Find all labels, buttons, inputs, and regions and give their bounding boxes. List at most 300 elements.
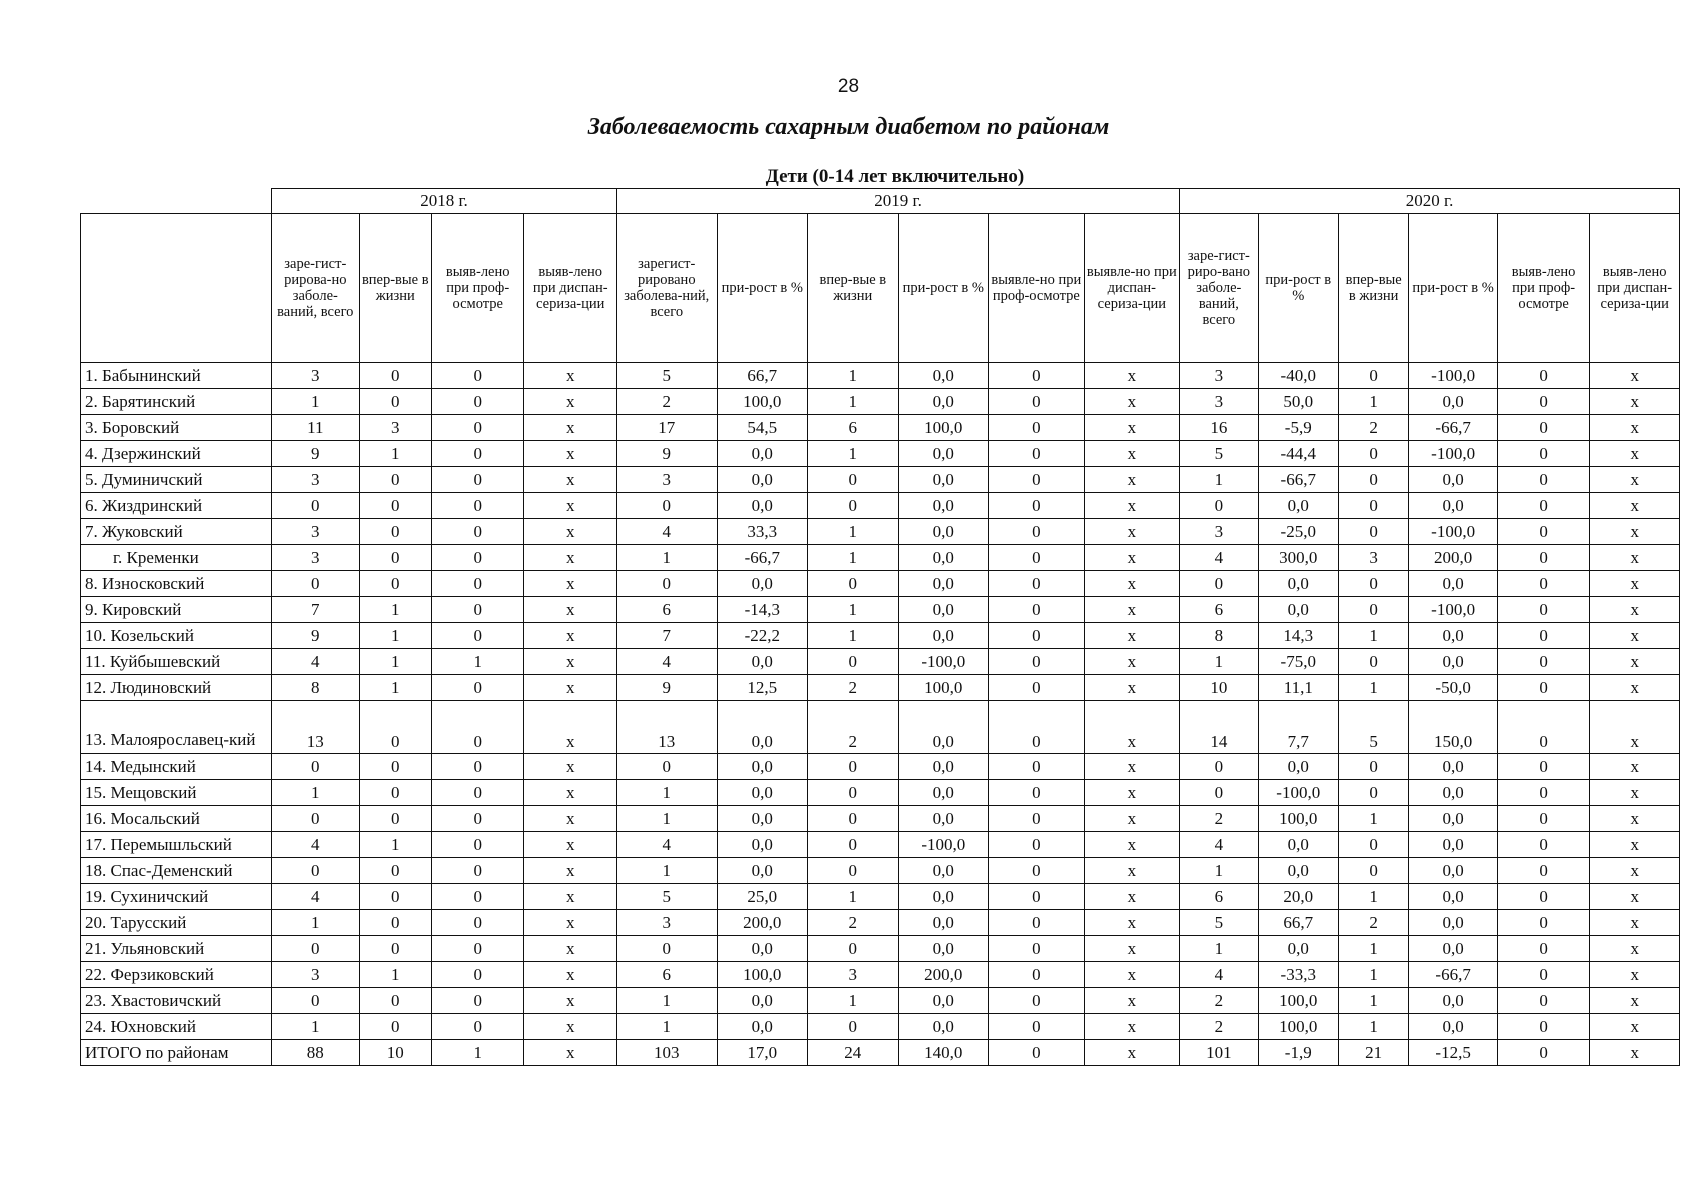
table-cell: -14,3 bbox=[717, 597, 808, 623]
table-cell: 0 bbox=[989, 493, 1085, 519]
table-cell: 3 bbox=[1180, 519, 1258, 545]
district-name: 2. Барятинский bbox=[81, 389, 272, 415]
table-cell: 0,0 bbox=[1409, 649, 1497, 675]
table-cell: 66,7 bbox=[717, 363, 808, 389]
table-cell: 150,0 bbox=[1409, 701, 1497, 754]
table-cell: 0 bbox=[989, 884, 1085, 910]
table-row bbox=[81, 806, 1680, 832]
table-cell: 0,0 bbox=[717, 988, 808, 1014]
table-cell: х bbox=[1084, 467, 1180, 493]
district-name: 8. Износковский bbox=[81, 571, 272, 597]
table-cell: х bbox=[524, 467, 617, 493]
table-cell: 1 bbox=[1338, 988, 1408, 1014]
table-cell: х bbox=[1084, 519, 1180, 545]
table-cell: 0 bbox=[1497, 571, 1590, 597]
table-row bbox=[81, 884, 1680, 910]
table-cell: 0,0 bbox=[1409, 884, 1497, 910]
table-cell: 100,0 bbox=[1258, 806, 1338, 832]
table-cell: х bbox=[524, 623, 617, 649]
table-cell: 0 bbox=[1497, 754, 1590, 780]
table-cell: 0 bbox=[989, 1040, 1085, 1066]
table-cell: 0,0 bbox=[717, 701, 808, 754]
table-cell: 0 bbox=[1497, 623, 1590, 649]
table-cell: 0 bbox=[989, 467, 1085, 493]
table-cell: 0 bbox=[989, 649, 1085, 675]
district-column-header bbox=[81, 214, 272, 363]
table-cell: х bbox=[1084, 988, 1180, 1014]
table-cell: 0,0 bbox=[1409, 780, 1497, 806]
table-cell: х bbox=[524, 701, 617, 754]
table-cell: 0 bbox=[359, 754, 431, 780]
table-cell: 1 bbox=[359, 962, 431, 988]
diabetes-incidence-table bbox=[80, 188, 1680, 1066]
col-2018-first-time: впер-вые в жизни bbox=[359, 214, 431, 363]
table-row bbox=[81, 962, 1680, 988]
table-cell: х bbox=[524, 441, 617, 467]
table-cell: 0 bbox=[431, 675, 524, 701]
table-cell: 0,0 bbox=[1258, 832, 1338, 858]
table-cell: 0 bbox=[808, 493, 899, 519]
table-cell: 200,0 bbox=[1409, 545, 1497, 571]
table-cell: 4 bbox=[272, 832, 359, 858]
table-cell: х bbox=[1590, 363, 1680, 389]
table-cell: 0,0 bbox=[898, 467, 989, 493]
table-cell: х bbox=[1084, 571, 1180, 597]
table-cell: х bbox=[1590, 858, 1680, 884]
table-cell: 0 bbox=[431, 545, 524, 571]
table-cell: 14 bbox=[1180, 701, 1258, 754]
table-cell: 0 bbox=[808, 571, 899, 597]
table-row bbox=[81, 675, 1680, 701]
table-cell: 6 bbox=[808, 415, 899, 441]
table-cell: 3 bbox=[616, 467, 717, 493]
table-cell: 7 bbox=[616, 623, 717, 649]
table-cell: 0 bbox=[616, 754, 717, 780]
table-cell: -66,7 bbox=[717, 545, 808, 571]
table-cell: 0 bbox=[359, 363, 431, 389]
table-cell: 0 bbox=[989, 754, 1085, 780]
table-cell: 9 bbox=[616, 441, 717, 467]
table-cell: х bbox=[1084, 649, 1180, 675]
table-cell: 1 bbox=[359, 832, 431, 858]
table-cell: 0 bbox=[808, 649, 899, 675]
table-cell: 4 bbox=[1180, 545, 1258, 571]
table-cell: 0 bbox=[359, 780, 431, 806]
district-name: 12. Людиновский bbox=[81, 675, 272, 701]
table-cell: 0,0 bbox=[898, 597, 989, 623]
table-cell: 1 bbox=[359, 597, 431, 623]
col-2020-dispensary: выяв-лено при диспан-сериза-ции bbox=[1590, 214, 1680, 363]
table-cell: х bbox=[1084, 597, 1180, 623]
table-cell: 8 bbox=[272, 675, 359, 701]
table-cell: 0 bbox=[431, 389, 524, 415]
table-cell: 0,0 bbox=[1409, 493, 1497, 519]
table-cell: 0,0 bbox=[898, 493, 989, 519]
table-cell: 1 bbox=[1180, 858, 1258, 884]
table-cell: 1 bbox=[808, 389, 899, 415]
table-cell: 0 bbox=[1338, 571, 1408, 597]
table-cell: 4 bbox=[616, 649, 717, 675]
table-cell: 0,0 bbox=[1409, 1014, 1497, 1040]
table-cell: 1 bbox=[808, 363, 899, 389]
table-cell: 0,0 bbox=[898, 754, 989, 780]
year-header-2018: 2018 г. bbox=[272, 189, 617, 214]
table-cell: 0 bbox=[1180, 571, 1258, 597]
table-cell: 0 bbox=[359, 806, 431, 832]
table-cell: 0 bbox=[431, 910, 524, 936]
table-cell: -22,2 bbox=[717, 623, 808, 649]
table-cell: -5,9 bbox=[1258, 415, 1338, 441]
table-cell: 0,0 bbox=[717, 754, 808, 780]
table-cell: 0 bbox=[1497, 780, 1590, 806]
table-cell: 0 bbox=[272, 493, 359, 519]
table-row bbox=[81, 858, 1680, 884]
table-row bbox=[81, 571, 1680, 597]
table-cell: 0,0 bbox=[898, 1014, 989, 1040]
table-cell: 0 bbox=[989, 806, 1085, 832]
table-cell: 1 bbox=[1338, 936, 1408, 962]
table-cell: 100,0 bbox=[717, 389, 808, 415]
table-cell: 7 bbox=[272, 597, 359, 623]
table-cell: х bbox=[524, 754, 617, 780]
table-row bbox=[81, 441, 1680, 467]
table-row bbox=[81, 649, 1680, 675]
table-cell: 0 bbox=[1338, 441, 1408, 467]
table-cell: 0 bbox=[1338, 858, 1408, 884]
table-cell: 0,0 bbox=[717, 858, 808, 884]
table-cell: 66,7 bbox=[1258, 910, 1338, 936]
table-row bbox=[81, 623, 1680, 649]
table-cell: 2 bbox=[808, 701, 899, 754]
table-row bbox=[81, 415, 1680, 441]
table-cell: 0 bbox=[989, 597, 1085, 623]
table-cell: 3 bbox=[272, 363, 359, 389]
table-row bbox=[81, 936, 1680, 962]
table-cell: х bbox=[1084, 1040, 1180, 1066]
table-cell: 0 bbox=[1497, 389, 1590, 415]
year-header-2019: 2019 г. bbox=[616, 189, 1179, 214]
table-cell: 0 bbox=[808, 936, 899, 962]
table-cell: 0,0 bbox=[898, 545, 989, 571]
table-cell: 0 bbox=[989, 858, 1085, 884]
table-cell: 2 bbox=[808, 910, 899, 936]
col-2020-first-time-growth: при-рост в % bbox=[1409, 214, 1497, 363]
column-header-row bbox=[81, 214, 1680, 363]
table-cell: х bbox=[524, 806, 617, 832]
table-cell: 1 bbox=[272, 910, 359, 936]
table-cell: 0 bbox=[808, 858, 899, 884]
table-cell: 1 bbox=[272, 389, 359, 415]
table-cell: -1,9 bbox=[1258, 1040, 1338, 1066]
table-cell: -66,7 bbox=[1258, 467, 1338, 493]
table-row bbox=[81, 597, 1680, 623]
table-cell: 0,0 bbox=[1409, 571, 1497, 597]
year-header-row bbox=[81, 189, 1680, 214]
table-cell: 0 bbox=[359, 493, 431, 519]
table-cell: 0,0 bbox=[717, 832, 808, 858]
table-cell: х bbox=[524, 545, 617, 571]
table-cell: 0 bbox=[431, 962, 524, 988]
table-cell: х bbox=[1590, 701, 1680, 754]
table-cell: 0 bbox=[989, 675, 1085, 701]
table-cell: 0,0 bbox=[717, 649, 808, 675]
col-2020-registered: заре-гист-риро-вано заболе-ваний, всего bbox=[1180, 214, 1258, 363]
table-cell: 25,0 bbox=[717, 884, 808, 910]
table-cell: 0 bbox=[989, 545, 1085, 571]
table-cell: 0 bbox=[989, 936, 1085, 962]
table-cell: 1 bbox=[808, 597, 899, 623]
col-2018-dispensary: выяв-лено при диспан-сериза-ции bbox=[524, 214, 617, 363]
table-cell: х bbox=[1590, 441, 1680, 467]
table-cell: 1 bbox=[431, 1040, 524, 1066]
table-cell: х bbox=[524, 571, 617, 597]
table-cell: 0 bbox=[1338, 649, 1408, 675]
col-2020-checkup: выяв-лено при проф-осмотре bbox=[1497, 214, 1590, 363]
table-cell: х bbox=[524, 1014, 617, 1040]
table-cell: 1 bbox=[1338, 884, 1408, 910]
table-cell: х bbox=[524, 519, 617, 545]
table-cell: 6 bbox=[616, 962, 717, 988]
table-cell: 20,0 bbox=[1258, 884, 1338, 910]
table-cell: 0,0 bbox=[898, 389, 989, 415]
table-cell: 0 bbox=[359, 545, 431, 571]
table-cell: 1 bbox=[359, 649, 431, 675]
table-cell: 0,0 bbox=[1409, 754, 1497, 780]
table-cell: 3 bbox=[272, 467, 359, 493]
table-cell: -100,0 bbox=[1409, 519, 1497, 545]
table-cell: 0 bbox=[1497, 519, 1590, 545]
table-row bbox=[81, 988, 1680, 1014]
table-cell: 10 bbox=[359, 1040, 431, 1066]
district-name: 4. Дзержинский bbox=[81, 441, 272, 467]
table-cell: 5 bbox=[616, 884, 717, 910]
table-cell: х bbox=[1590, 519, 1680, 545]
table-cell: 3 bbox=[1180, 363, 1258, 389]
table-cell: 0 bbox=[1338, 519, 1408, 545]
table-cell: 0 bbox=[431, 780, 524, 806]
table-cell: 0,0 bbox=[898, 701, 989, 754]
table-cell: 0,0 bbox=[1409, 806, 1497, 832]
table-row bbox=[81, 389, 1680, 415]
table-cell: 13 bbox=[272, 701, 359, 754]
table-cell: х bbox=[1084, 884, 1180, 910]
table-cell: 0 bbox=[1497, 832, 1590, 858]
table-cell: 1 bbox=[1338, 675, 1408, 701]
table-cell: 200,0 bbox=[717, 910, 808, 936]
table-cell: 0 bbox=[431, 493, 524, 519]
table-cell: 0,0 bbox=[717, 1014, 808, 1040]
table-row bbox=[81, 467, 1680, 493]
table-cell: 0 bbox=[808, 832, 899, 858]
table-cell: 1 bbox=[1180, 467, 1258, 493]
table-cell: 2 bbox=[1180, 1014, 1258, 1040]
table-row bbox=[81, 701, 1680, 754]
table-cell: х bbox=[1590, 780, 1680, 806]
table-cell: 0 bbox=[1497, 467, 1590, 493]
table-cell: х bbox=[1590, 1040, 1680, 1066]
col-2019-growth: при-рост в % bbox=[717, 214, 808, 363]
table-cell: 21 bbox=[1338, 1040, 1408, 1066]
table-cell: 1 bbox=[272, 1014, 359, 1040]
table-cell: 100,0 bbox=[717, 962, 808, 988]
table-cell: 0 bbox=[431, 519, 524, 545]
table-cell: 1 bbox=[359, 441, 431, 467]
table-cell: -50,0 bbox=[1409, 675, 1497, 701]
table-cell: х bbox=[524, 363, 617, 389]
table-cell: 3 bbox=[272, 545, 359, 571]
table-cell: 0,0 bbox=[1258, 493, 1338, 519]
table-cell: 24 bbox=[808, 1040, 899, 1066]
district-name: 24. Юхновский bbox=[81, 1014, 272, 1040]
table-cell: 0 bbox=[272, 936, 359, 962]
table-cell: х bbox=[524, 649, 617, 675]
table-row bbox=[81, 545, 1680, 571]
table-cell: 7,7 bbox=[1258, 701, 1338, 754]
table-cell: 1 bbox=[1338, 806, 1408, 832]
table-cell: х bbox=[1084, 936, 1180, 962]
table-cell: 0 bbox=[1497, 415, 1590, 441]
table-cell: 0,0 bbox=[898, 571, 989, 597]
table-cell: 1 bbox=[808, 884, 899, 910]
table-cell: 0,0 bbox=[898, 936, 989, 962]
table-cell: 0 bbox=[431, 363, 524, 389]
table-cell: 2 bbox=[1338, 910, 1408, 936]
table-cell: 0 bbox=[359, 910, 431, 936]
table-cell: х bbox=[1590, 623, 1680, 649]
col-2018-checkup: выяв-лено при проф-осмотре bbox=[431, 214, 524, 363]
table-cell: 2 bbox=[1338, 415, 1408, 441]
table-cell: 0 bbox=[1497, 884, 1590, 910]
table-cell: 0 bbox=[1338, 467, 1408, 493]
table-cell: х bbox=[524, 884, 617, 910]
table-cell: 9 bbox=[272, 623, 359, 649]
table-cell: 1 bbox=[808, 519, 899, 545]
table-row bbox=[81, 780, 1680, 806]
district-name: 22. Ферзиковский bbox=[81, 962, 272, 988]
table-cell: 0,0 bbox=[898, 363, 989, 389]
table-cell: х bbox=[524, 858, 617, 884]
table-cell: -44,4 bbox=[1258, 441, 1338, 467]
table-row bbox=[81, 519, 1680, 545]
table-cell: -75,0 bbox=[1258, 649, 1338, 675]
table-cell: 0 bbox=[1497, 597, 1590, 623]
table-cell: х bbox=[1084, 1014, 1180, 1040]
table-cell: 1 bbox=[1338, 623, 1408, 649]
table-cell: 0 bbox=[989, 910, 1085, 936]
table-cell: х bbox=[524, 389, 617, 415]
table-cell: 50,0 bbox=[1258, 389, 1338, 415]
table-cell: 103 bbox=[616, 1040, 717, 1066]
table-cell: 0,0 bbox=[898, 988, 989, 1014]
table-cell: 101 bbox=[1180, 1040, 1258, 1066]
table-cell: 1 bbox=[359, 623, 431, 649]
table-cell: 3 bbox=[1338, 545, 1408, 571]
table-cell: х bbox=[1590, 910, 1680, 936]
table-cell: 0,0 bbox=[1409, 467, 1497, 493]
table-row bbox=[81, 1040, 1680, 1066]
table-cell: 0 bbox=[1497, 1014, 1590, 1040]
table-cell: х bbox=[1590, 467, 1680, 493]
table-row bbox=[81, 363, 1680, 389]
district-name: 18. Спас-Деменский bbox=[81, 858, 272, 884]
col-2018-registered: заре-гист-рирова-но заболе-ваний, всего bbox=[272, 214, 359, 363]
district-name: 20. Тарусский bbox=[81, 910, 272, 936]
col-2019-dispensary: выявле-но при диспан-сериза-ции bbox=[1084, 214, 1180, 363]
table-caption: Дети (0-14 лет включительно) bbox=[765, 166, 1025, 187]
table-cell: х bbox=[1590, 597, 1680, 623]
table-cell: 1 bbox=[1338, 389, 1408, 415]
table-cell: 0,0 bbox=[898, 806, 989, 832]
table-cell: 54,5 bbox=[717, 415, 808, 441]
table-cell: 1 bbox=[359, 675, 431, 701]
table-cell: 0 bbox=[431, 806, 524, 832]
table-cell: 0 bbox=[431, 623, 524, 649]
table-cell: 0 bbox=[808, 780, 899, 806]
table-cell: 0 bbox=[989, 441, 1085, 467]
table-cell: 13 bbox=[616, 701, 717, 754]
table-cell: х bbox=[524, 415, 617, 441]
table-cell: 9 bbox=[272, 441, 359, 467]
table-cell: х bbox=[1084, 962, 1180, 988]
table-cell: -66,7 bbox=[1409, 415, 1497, 441]
district-name: 16. Мосальский bbox=[81, 806, 272, 832]
table-cell: 8 bbox=[1180, 623, 1258, 649]
table-row bbox=[81, 754, 1680, 780]
table-cell: 4 bbox=[616, 832, 717, 858]
table-cell: 11 bbox=[272, 415, 359, 441]
table-cell: 4 bbox=[1180, 962, 1258, 988]
table-cell: х bbox=[1590, 754, 1680, 780]
table-cell: 0 bbox=[431, 415, 524, 441]
table-cell: 0 bbox=[1497, 988, 1590, 1014]
table-cell: 2 bbox=[808, 675, 899, 701]
district-name: 13. Малоярославец-кий bbox=[81, 701, 272, 754]
col-2020-growth: при-рост в % bbox=[1258, 214, 1338, 363]
document-title: Заболеваемость сахарным диабетом по районам bbox=[587, 114, 1110, 140]
col-2019-first-time-growth: при-рост в % bbox=[898, 214, 989, 363]
table-cell: 3 bbox=[359, 415, 431, 441]
table-cell: 0 bbox=[359, 988, 431, 1014]
table-cell: х bbox=[1590, 936, 1680, 962]
table-cell: 0 bbox=[272, 858, 359, 884]
table-cell: х bbox=[1590, 389, 1680, 415]
table-cell: 0,0 bbox=[898, 884, 989, 910]
table-cell: 0 bbox=[359, 519, 431, 545]
table-cell: 0 bbox=[808, 1014, 899, 1040]
table-cell: 0,0 bbox=[1409, 623, 1497, 649]
table-cell: 0 bbox=[1497, 701, 1590, 754]
table-cell: 0 bbox=[1338, 832, 1408, 858]
table-cell: 0 bbox=[272, 754, 359, 780]
table-cell: 0 bbox=[272, 806, 359, 832]
district-name: 7. Жуковский bbox=[81, 519, 272, 545]
table-cell: х bbox=[1590, 884, 1680, 910]
table-cell: 11,1 bbox=[1258, 675, 1338, 701]
district-name: 17. Перемышльский bbox=[81, 832, 272, 858]
table-cell: х bbox=[1590, 493, 1680, 519]
table-cell: 0 bbox=[359, 571, 431, 597]
table-cell: х bbox=[1590, 571, 1680, 597]
table-cell: -12,5 bbox=[1409, 1040, 1497, 1066]
table-cell: 0 bbox=[1497, 441, 1590, 467]
table-cell: 0,0 bbox=[1409, 936, 1497, 962]
table-cell: 0 bbox=[431, 467, 524, 493]
table-cell: 100,0 bbox=[1258, 988, 1338, 1014]
table-cell: 3 bbox=[272, 962, 359, 988]
table-cell: 0 bbox=[431, 754, 524, 780]
table-cell: 0,0 bbox=[717, 441, 808, 467]
table-cell: 0 bbox=[359, 701, 431, 754]
